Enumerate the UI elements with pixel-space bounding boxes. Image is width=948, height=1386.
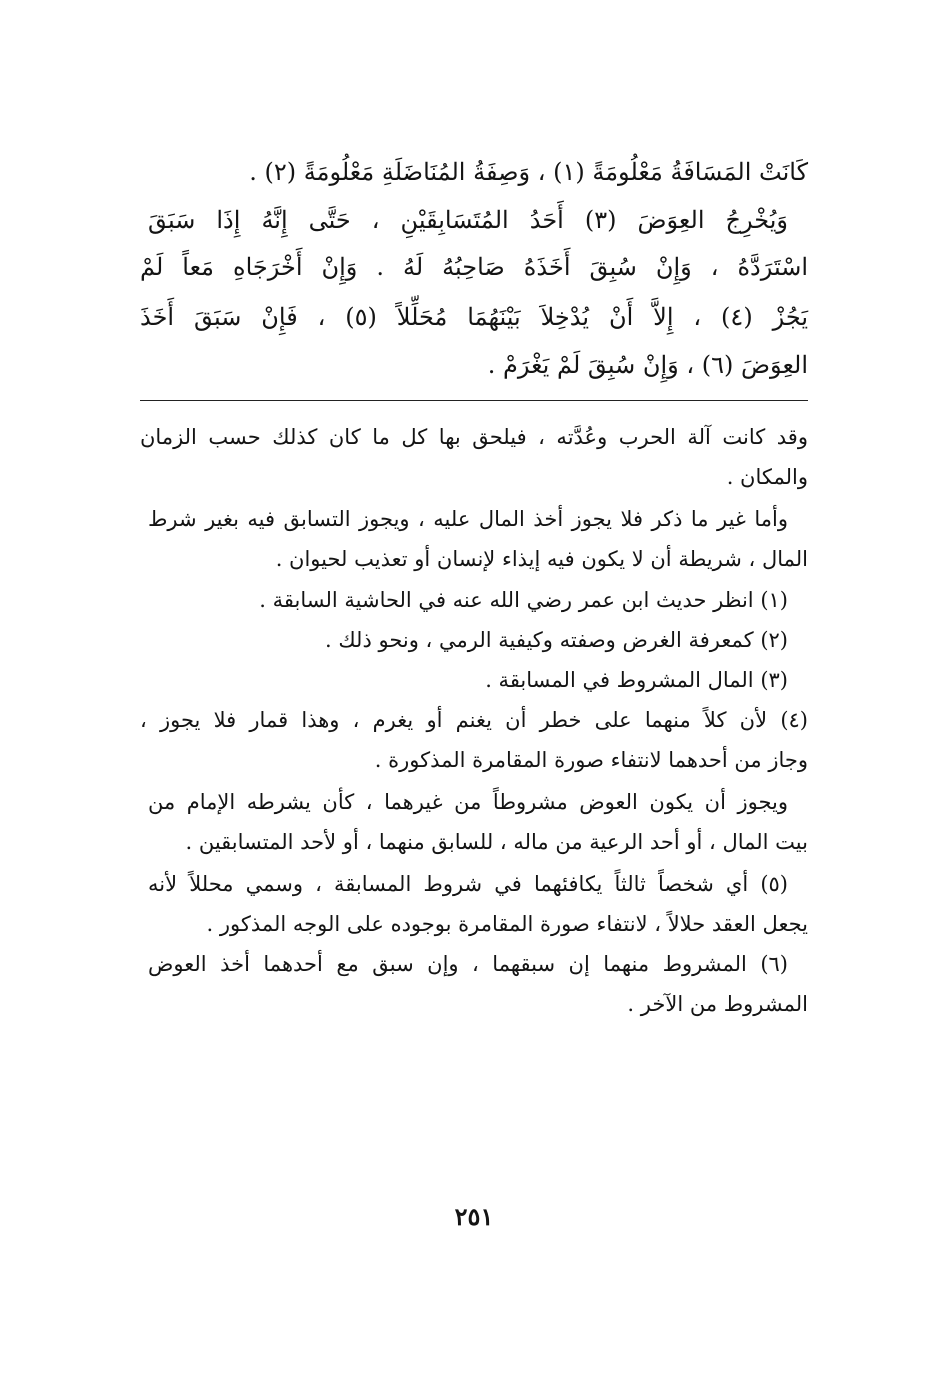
footnote-4: (٤) لأن كلاً منهما على خطر أن يغنم أو يغرم ، وهذا قمار فلا يجوز ، bbox=[140, 708, 808, 732]
matn-line-1: كَانَتْ المَسَافَةُ مَعْلُومَةً (١) ، وَصِفَةُ المُنَاضَلَةِ مَعْلُومَةً (٢) . bbox=[249, 158, 808, 186]
footnote-1: (١) انظر حديث ابن عمر رضي الله عنه في الحاشية السابقة . bbox=[259, 588, 788, 612]
matn-line-4: يَجُزْ (٤) ، إِلاَّ أَنْ يُدْخِلاَ بَيْنَهُمَا مُحَلِّلاً (٥) ، فَإِنْ سَبَقَ أَخَذَ bbox=[140, 303, 808, 331]
footnote-3: (٣) المال المشروط في المسابقة . bbox=[485, 668, 788, 692]
footnote-6: (٦) المشروط منهما إن سبقهما ، وإن سبق مع أحدهما أخذ العوض bbox=[148, 952, 788, 976]
matn-line-5: العِوَضَ (٦) ، وَإِنْ سُبِقَ لَمْ يَغْرَمْ . bbox=[487, 351, 808, 379]
footnote-line: وأما غير ما ذكر فلا يجوز أخذ المال عليه ، ويجوز التسابق فيه بغير شرط bbox=[148, 507, 788, 531]
footnote-2: (٢) كمعرفة الغرض وصفته وكيفية الرمي ، ونحو ذلك . bbox=[325, 628, 788, 652]
footnote-line: يجعل العقد حلالاً ، لانتفاء صورة المقامرة بوجوده على الوجه المذكور . bbox=[206, 912, 808, 936]
footnote-line: وجاز من أحدهما لانتفاء صورة المقامرة المذكورة . bbox=[374, 748, 808, 772]
footnote-5: (٥) أي شخصاً ثالثاً يكافئهما في شروط المسابقة ، وسمي محللاً لأنه bbox=[148, 872, 788, 896]
matn-line-2: وَيُخْرِجُ العِوَضَ (٣) أَحَدُ المُتَسَابِقَيْنِ ، حَتَّى إِنَّهُ إِذَا سَبَقَ bbox=[148, 206, 789, 234]
footnote-line: والمكان . bbox=[726, 465, 808, 489]
matn-line-3: اسْتَرَدَّهُ ، وَإِنْ سُبِقَ أَخَذَهُ صَاحِبُهُ لَهُ . وَإِنْ أَخْرَجَاهِ مَعاً لَمْ bbox=[140, 253, 808, 281]
footnote-line: المال ، شريطة أن لا يكون فيه إيذاء لإنسان أو تعذيب لحيوان . bbox=[275, 547, 808, 571]
footnote-line: المشروط من الآخر . bbox=[627, 992, 808, 1016]
page-number: ٢٥١ bbox=[454, 1202, 494, 1231]
footnote-separator bbox=[140, 400, 808, 401]
footnote-line: ويجوز أن يكون العوض مشروطاً من غيرهما ، كأن يشرطه الإمام من bbox=[148, 790, 788, 814]
footnote-line: بيت المال ، أو أحد الرعية من ماله ، للسابق منهما ، أو لأحد المتسابقين . bbox=[185, 830, 808, 854]
footnote-line: وقد كانت آلة الحرب وعُدَّته ، فيلحق بها كل ما كان كذلك حسب الزمان bbox=[140, 425, 808, 449]
